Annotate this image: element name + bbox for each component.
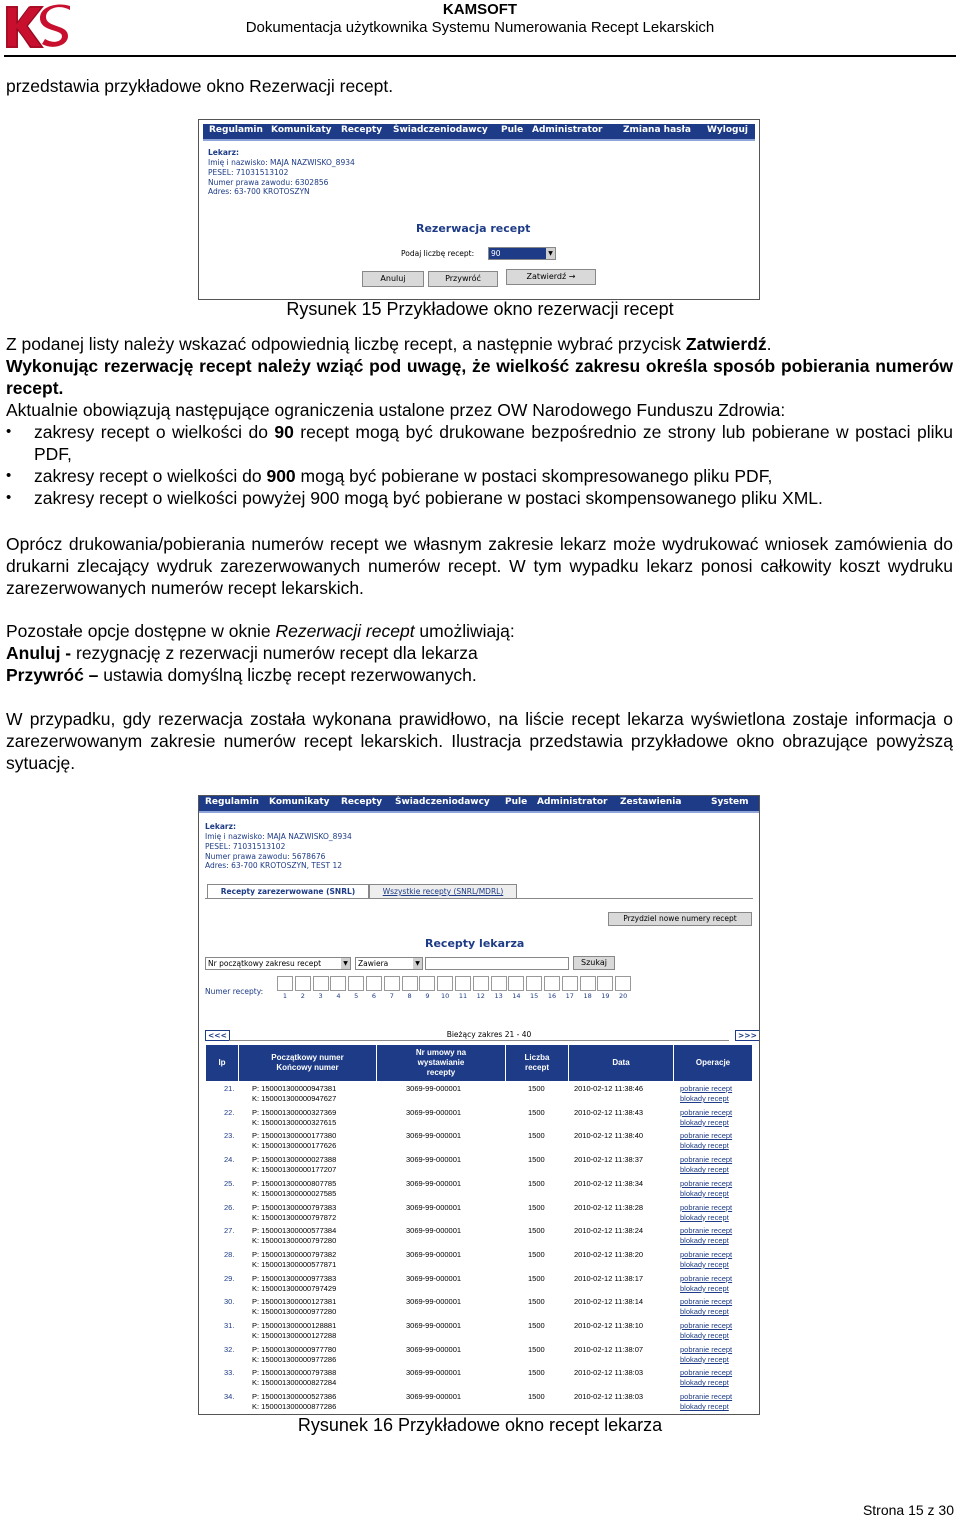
- table-row: [206, 1249, 752, 1272]
- number-box[interactable]: [402, 976, 418, 991]
- menu-swiadczeniodawcy[interactable]: Świadczeniodawcy: [393, 125, 488, 135]
- para1-line1: Z podanej listy należy wskazać odpowiednią liczbę recept, a następnie wybrać przycisk Zatwierdź.: [6, 334, 772, 354]
- row-agreement: 3069-99-000001: [406, 1344, 462, 1354]
- row-count: 1500: [528, 1178, 545, 1188]
- row-start-number: P: 150001300000797388: [252, 1368, 337, 1378]
- row-end-number: K: 150001300000977280: [252, 1307, 337, 1317]
- row-start-number: P: 150001300000947381: [252, 1084, 337, 1093]
- row-agreement: 3069-99-000001: [406, 1084, 462, 1093]
- filter-mode-select[interactable]: Zawiera ▼: [355, 957, 423, 970]
- number-box-index: 17: [565, 992, 574, 1000]
- row-start-number: P: 150001300000127381: [252, 1297, 337, 1307]
- row-end-number: K: 150001300000177207: [252, 1165, 337, 1175]
- row-end-number: K: 150001300000827284: [252, 1378, 337, 1388]
- tab-reserved[interactable]: Recepty zarezerwowane (SNRL): [207, 884, 369, 899]
- menu-komunikaty[interactable]: Komunikaty: [271, 125, 332, 135]
- filter-field-select[interactable]: Nr początkowy zakresu recept ▼: [205, 957, 351, 970]
- download-prescriptions-link[interactable]: pobranie recept: [680, 1249, 733, 1259]
- number-boxes: [277, 976, 637, 1004]
- list-item: • zakresy recept o wielkości do 900 mogą być pobierane w postaci skompresowanego pliku PDF,: [6, 465, 953, 487]
- confirm-button[interactable]: Zatwierdź →: [506, 269, 596, 285]
- row-count: 1500: [528, 1155, 545, 1165]
- doctor-pesel: PESEL: 71031513102: [208, 168, 289, 177]
- download-prescriptions-link[interactable]: pobranie recept: [680, 1226, 733, 1236]
- doctor-pesel: PESEL: 71031513102: [205, 842, 286, 851]
- number-box-index: 8: [407, 992, 412, 1000]
- row-end-number: K: 150001300000797429: [252, 1283, 337, 1293]
- nav-next-button[interactable]: >>>: [735, 1030, 760, 1041]
- row-date: 2010-02-12 11:38:43: [574, 1107, 644, 1117]
- number-box[interactable]: [473, 976, 489, 991]
- menu-bar: [203, 124, 755, 141]
- tab-all[interactable]: Wszystkie recepty (SNRL/MDRL): [369, 884, 517, 899]
- block-prescriptions-link[interactable]: blokady recept: [680, 1402, 729, 1412]
- list-item: • zakresy recept o wielkości powyżej 900 mogą być pobierane w postaci skompensowanego pliku XML.: [6, 487, 953, 509]
- count-select[interactable]: 90 ▼: [488, 247, 556, 260]
- row-date: 2010-02-12 11:38:40: [574, 1131, 644, 1141]
- block-prescriptions-link[interactable]: blokady recept: [680, 1307, 729, 1317]
- number-box-index: 14: [512, 992, 521, 1000]
- list-item: • zakresy recept o wielkości do 90 recept mogą być drukowane bezpośrednio ze strony lub pobierane w postaci pliku PDF,: [6, 421, 953, 465]
- menu-wyloguj[interactable]: Wyloguj: [707, 125, 748, 135]
- block-prescriptions-link[interactable]: blokady recept: [680, 1331, 729, 1340]
- number-box-index: 7: [389, 992, 394, 1000]
- restore-button[interactable]: Przywróć: [428, 271, 498, 287]
- number-box[interactable]: [562, 976, 578, 991]
- restrictions-list: [6, 421, 953, 509]
- block-prescriptions-link[interactable]: blokady recept: [680, 1165, 729, 1175]
- number-box[interactable]: [508, 976, 524, 991]
- row-agreement: 3069-99-000001: [406, 1368, 462, 1378]
- table-row: [206, 1391, 752, 1414]
- row-date: 2010-02-12 11:38:03: [574, 1368, 644, 1378]
- number-box-index: 19: [601, 992, 610, 1000]
- doctor-name: Imię i nazwisko: MAJA NAZWISKO_8934: [205, 832, 352, 841]
- table-row: [206, 1367, 752, 1390]
- row-lp: 33.: [224, 1368, 235, 1378]
- menu-administrator[interactable]: Administrator: [532, 125, 603, 135]
- number-box-index: 6: [371, 992, 377, 1000]
- number-box-index: 5: [354, 992, 359, 1000]
- search-button[interactable]: Szukaj: [573, 956, 615, 970]
- row-date: 2010-02-12 11:38:07: [574, 1344, 644, 1354]
- menu-regulamin[interactable]: Regulamin: [205, 797, 259, 807]
- number-box[interactable]: [491, 976, 507, 991]
- figure-reservation-window: [198, 119, 760, 300]
- number-box-index: 11: [458, 992, 468, 1000]
- row-lp: 24.: [224, 1155, 235, 1165]
- row-date: 2010-02-12 11:38:24: [574, 1226, 644, 1236]
- block-prescriptions-link[interactable]: blokady recept: [680, 1117, 729, 1127]
- row-date: 2010-02-12 11:38:20: [574, 1249, 644, 1259]
- menu-komunikaty[interactable]: Komunikaty: [269, 797, 330, 807]
- number-box[interactable]: [419, 976, 435, 991]
- row-end-number: K: 150001300000027585: [252, 1188, 337, 1198]
- download-prescriptions-link[interactable]: pobranie recept: [680, 1392, 733, 1402]
- number-box[interactable]: [330, 976, 346, 991]
- prescriptions-title: Recepty lekarza: [425, 937, 525, 950]
- row-count: 1500: [528, 1368, 545, 1378]
- block-prescriptions-link[interactable]: blokady recept: [680, 1259, 729, 1269]
- number-box[interactable]: [455, 976, 471, 991]
- download-prescriptions-link[interactable]: pobranie recept: [680, 1107, 733, 1117]
- column-date: Data: [569, 1045, 673, 1081]
- number-box-index: 15: [530, 992, 539, 1000]
- paragraph-2: Oprócz drukowania/pobierania numerów recept we własnym zakresie lekarz może wydrukować wniosek zamówienia do drukarni zlecający wydruk zarezerwowanych numerów recept. W tym wypadku lekarz ponosi całkowity koszt wydruku zarezerwowanych numerów recept lekarskich.: [6, 534, 953, 598]
- table-row: [206, 1083, 752, 1106]
- row-count: 1500: [528, 1297, 545, 1307]
- row-end-number: K: 150001300000797872: [252, 1212, 337, 1222]
- row-agreement: 3069-99-000001: [406, 1249, 462, 1259]
- menu-pule[interactable]: Pule: [505, 797, 528, 807]
- reservation-title: Rezerwacja recept: [416, 222, 531, 235]
- row-lp: 30.: [224, 1297, 235, 1307]
- column-count: Liczba recept: [506, 1045, 568, 1081]
- doctor-heading: Lekarz:: [205, 822, 236, 831]
- row-date: 2010-02-12 11:38:14: [574, 1297, 644, 1307]
- row-lp: 23.: [224, 1131, 235, 1141]
- row-start-number: P: 150001300000797382: [252, 1249, 337, 1259]
- row-start-number: P: 150001300000797383: [252, 1202, 337, 1212]
- para1-bold-note: Wykonując rezerwację recept należy wziąć pod uwagę, że wielkość zakresu określa sposób pobierania numerów recept.: [6, 356, 953, 398]
- tab-divider: [205, 898, 753, 899]
- table-row: [206, 1202, 752, 1225]
- header-company: KAMSOFT: [442, 1, 518, 18]
- table-row: [206, 1178, 752, 1201]
- count-label: Podaj liczbę recept:: [401, 249, 475, 258]
- download-prescriptions-link[interactable]: pobranie recept: [680, 1131, 733, 1141]
- row-lp: 25.: [224, 1178, 235, 1188]
- number-box-index: 12: [476, 992, 485, 1000]
- row-end-number: K: 150001300000877286: [252, 1402, 337, 1412]
- doctor-address: Adres: 63-700 KROTOSZYN: [208, 187, 310, 196]
- download-prescriptions-link[interactable]: pobranie recept: [680, 1368, 733, 1378]
- row-end-number: K: 150001300000327615: [252, 1117, 337, 1127]
- download-prescriptions-link[interactable]: pobranie recept: [680, 1084, 733, 1093]
- row-lp: 21.: [224, 1084, 235, 1093]
- menu-bar: [199, 796, 759, 813]
- row-agreement: 3069-99-000001: [406, 1273, 462, 1283]
- download-prescriptions-link[interactable]: pobranie recept: [680, 1344, 733, 1354]
- download-prescriptions-link[interactable]: pobranie recept: [680, 1321, 733, 1330]
- number-box-index: 20: [619, 992, 628, 1000]
- row-agreement: 3069-99-000001: [406, 1321, 462, 1330]
- figure1-caption: Rysunek 15 Przykładowe okno rezerwacji recept: [286, 299, 674, 319]
- row-date: 2010-02-12 11:38:03: [574, 1392, 644, 1402]
- column-agreement: Nr umowy na wystawianie recepty: [377, 1045, 505, 1081]
- doctor-address: Adres: 63-700 KROTOSZYN, TEST 12: [205, 861, 343, 870]
- row-count: 1500: [528, 1321, 545, 1330]
- para1-line3: Aktualnie obowiązują następujące ograniczenia ustalone przez OW Narodowego Funduszu Zdrowia:: [6, 400, 786, 420]
- block-prescriptions-link[interactable]: blokady recept: [680, 1354, 729, 1364]
- row-start-number: P: 150001300000177380: [252, 1131, 337, 1141]
- table-row: [206, 1130, 752, 1153]
- download-prescriptions-link[interactable]: pobranie recept: [680, 1202, 733, 1212]
- row-date: 2010-02-12 11:38:37: [574, 1155, 644, 1165]
- row-start-number: P: 150001300000027388: [252, 1155, 337, 1165]
- row-agreement: 3069-99-000001: [406, 1202, 462, 1212]
- block-prescriptions-link[interactable]: blokady recept: [680, 1141, 729, 1151]
- row-agreement: 3069-99-000001: [406, 1392, 462, 1402]
- row-lp: 34.: [224, 1392, 235, 1402]
- menu-pule[interactable]: Pule: [501, 125, 524, 135]
- doctor-name: Imię i nazwisko: MAJA NAZWISKO_8934: [208, 158, 355, 167]
- nav-prev-button[interactable]: <<<: [205, 1030, 230, 1041]
- row-end-number: K: 150001300000947627: [252, 1094, 337, 1103]
- row-agreement: 3069-99-000001: [406, 1226, 462, 1236]
- doctor-license: Numer prawa zawodu: 5678676: [205, 852, 326, 861]
- row-date: 2010-02-12 11:38:17: [574, 1273, 644, 1283]
- row-date: 2010-02-12 11:38:34: [574, 1178, 644, 1188]
- row-lp: 32.: [224, 1344, 235, 1354]
- number-box[interactable]: [348, 976, 364, 991]
- menu-recepty[interactable]: Recepty: [341, 797, 383, 807]
- row-end-number: K: 150001300000127288: [252, 1331, 337, 1340]
- row-start-number: P: 150001300000807785: [252, 1178, 337, 1188]
- page-number: Strona 15 z 30: [862, 1502, 954, 1518]
- block-prescriptions-link[interactable]: blokady recept: [680, 1378, 729, 1388]
- table-row: [206, 1225, 752, 1248]
- download-prescriptions-link[interactable]: pobranie recept: [680, 1273, 733, 1283]
- number-label: Numer recepty:: [205, 987, 264, 996]
- row-count: 1500: [528, 1131, 545, 1141]
- intro-line: przedstawia przykładowe okno Rezerwacji recept.: [6, 76, 394, 96]
- row-start-number: P: 150001300000527386: [252, 1392, 337, 1402]
- row-start-number: P: 150001300000128881: [252, 1321, 337, 1330]
- number-box-index: 3: [318, 992, 323, 1000]
- column-range: Początkowy numer Końcowy numer: [239, 1045, 376, 1081]
- doctor-license: Numer prawa zawodu: 6302856: [208, 178, 329, 187]
- row-lp: 29.: [224, 1273, 235, 1283]
- doctor-heading: Lekarz:: [208, 148, 239, 157]
- current-range: Bieżący zakres 21 - 40: [446, 1030, 532, 1039]
- row-agreement: 3069-99-000001: [406, 1297, 462, 1307]
- row-count: 1500: [528, 1392, 545, 1402]
- row-agreement: 3069-99-000001: [406, 1155, 462, 1165]
- table-row: [206, 1296, 752, 1319]
- number-box-index: 2: [300, 992, 305, 1000]
- row-count: 1500: [528, 1273, 545, 1283]
- row-lp: 27.: [224, 1226, 235, 1236]
- assign-numbers-button[interactable]: Przydziel nowe numery recept: [608, 912, 752, 926]
- block-prescriptions-link[interactable]: blokady recept: [680, 1094, 729, 1103]
- number-box[interactable]: [437, 976, 453, 991]
- download-prescriptions-link[interactable]: pobranie recept: [680, 1178, 733, 1188]
- number-box[interactable]: [295, 976, 311, 991]
- row-lp: 26.: [224, 1202, 235, 1212]
- number-box[interactable]: [366, 976, 382, 991]
- row-count: 1500: [528, 1084, 545, 1093]
- row-agreement: 3069-99-000001: [406, 1131, 462, 1141]
- number-box-index: 16: [547, 992, 557, 1000]
- row-agreement: 3069-99-000001: [406, 1107, 462, 1117]
- menu-zmiana-hasla[interactable]: Zmiana hasła: [623, 125, 691, 135]
- number-box-index: 1: [282, 992, 288, 1000]
- cancel-button[interactable]: Anuluj: [362, 271, 424, 287]
- block-prescriptions-link[interactable]: blokady recept: [680, 1236, 729, 1246]
- number-box-index: 4: [336, 992, 341, 1000]
- number-box[interactable]: [384, 976, 400, 991]
- number-box[interactable]: [580, 976, 596, 991]
- menu-regulamin[interactable]: Regulamin: [209, 125, 263, 135]
- row-start-number: P: 150001300000977383: [252, 1273, 337, 1283]
- row-count: 1500: [528, 1249, 545, 1259]
- block-prescriptions-link[interactable]: blokady recept: [680, 1212, 729, 1222]
- row-lp: 22.: [224, 1107, 235, 1117]
- table-row: [206, 1154, 752, 1177]
- number-box-index: 10: [441, 992, 450, 1000]
- row-start-number: P: 150001300000577384: [252, 1226, 337, 1236]
- number-box[interactable]: [277, 976, 293, 991]
- figure2-caption: Rysunek 16 Przykładowe okno recept lekarza: [297, 1415, 663, 1435]
- menu-swiadczeniodawcy[interactable]: Świadczeniodawcy: [395, 797, 490, 807]
- download-prescriptions-link[interactable]: pobranie recept: [680, 1155, 733, 1165]
- filter-value-input[interactable]: [425, 957, 569, 970]
- row-count: 1500: [528, 1107, 545, 1117]
- row-start-number: P: 150001300000977780: [252, 1344, 337, 1354]
- table-row: [206, 1344, 752, 1367]
- row-start-number: P: 150001300000327369: [252, 1107, 337, 1117]
- table-row: [206, 1273, 752, 1296]
- row-date: 2010-02-12 11:38:28: [574, 1202, 644, 1212]
- header-rule: [4, 55, 956, 57]
- row-lp: 31.: [224, 1321, 235, 1330]
- table-row: [206, 1320, 752, 1343]
- table-row: [206, 1107, 752, 1130]
- row-end-number: K: 150001300000177626: [252, 1141, 337, 1151]
- row-date: 2010-02-12 11:38:10: [574, 1321, 644, 1330]
- block-prescriptions-link[interactable]: blokady recept: [680, 1283, 729, 1293]
- paragraph-4: W przypadku, gdy rezerwacja została wykonana prawidłowo, na liście recept lekarza wyświetlona zostaje informacja o zarezerwowanym zakresie numerów recept lekarskich. Ilustracja przedstawia przykładowe okno obrazujące powyższą sytuację.: [6, 709, 953, 773]
- row-agreement: 3069-99-000001: [406, 1178, 462, 1188]
- block-prescriptions-link[interactable]: blokady recept: [680, 1188, 729, 1198]
- menu-recepty[interactable]: Recepty: [341, 125, 383, 135]
- number-box[interactable]: [597, 976, 613, 991]
- row-date: 2010-02-12 11:38:46: [574, 1084, 644, 1093]
- row-count: 1500: [528, 1344, 545, 1354]
- paragraph-3: Pozostałe opcje dostępne w oknie Rezerwacji recept umożliwiają: Anuluj - rezygnację z rezerwacji numerów recept dla lekarza Przywróć – ustawia domyślną liczbę recept rezerwowanych.: [6, 621, 515, 685]
- number-box-index: 13: [494, 992, 503, 1000]
- number-box[interactable]: [313, 976, 329, 991]
- paragraph-1: [6, 333, 953, 509]
- row-end-number: K: 150001300000577871: [252, 1259, 337, 1269]
- range-divider: [229, 1040, 729, 1041]
- column-operations: Operacje: [674, 1045, 752, 1081]
- header-subtitle: Dokumentacja użytkownika Systemu Numerowania Recept Lekarskich: [245, 19, 715, 36]
- row-count: 1500: [528, 1202, 545, 1212]
- row-end-number: K: 150001300000797280: [252, 1236, 337, 1246]
- menu-system[interactable]: System: [711, 797, 749, 807]
- menu-zestawienia[interactable]: Zestawienia: [620, 797, 682, 807]
- row-count: 1500: [528, 1226, 545, 1236]
- row-end-number: K: 150001300000977286: [252, 1354, 337, 1364]
- column-lp: lp: [206, 1045, 238, 1081]
- number-box[interactable]: [526, 976, 542, 991]
- download-prescriptions-link[interactable]: pobranie recept: [680, 1297, 733, 1307]
- number-box-index: 9: [425, 992, 430, 1000]
- number-box[interactable]: [615, 976, 631, 991]
- row-lp: 28.: [224, 1249, 235, 1259]
- number-box-index: 18: [583, 992, 592, 1000]
- menu-administrator[interactable]: Administrator: [537, 797, 608, 807]
- number-box[interactable]: [544, 976, 560, 991]
